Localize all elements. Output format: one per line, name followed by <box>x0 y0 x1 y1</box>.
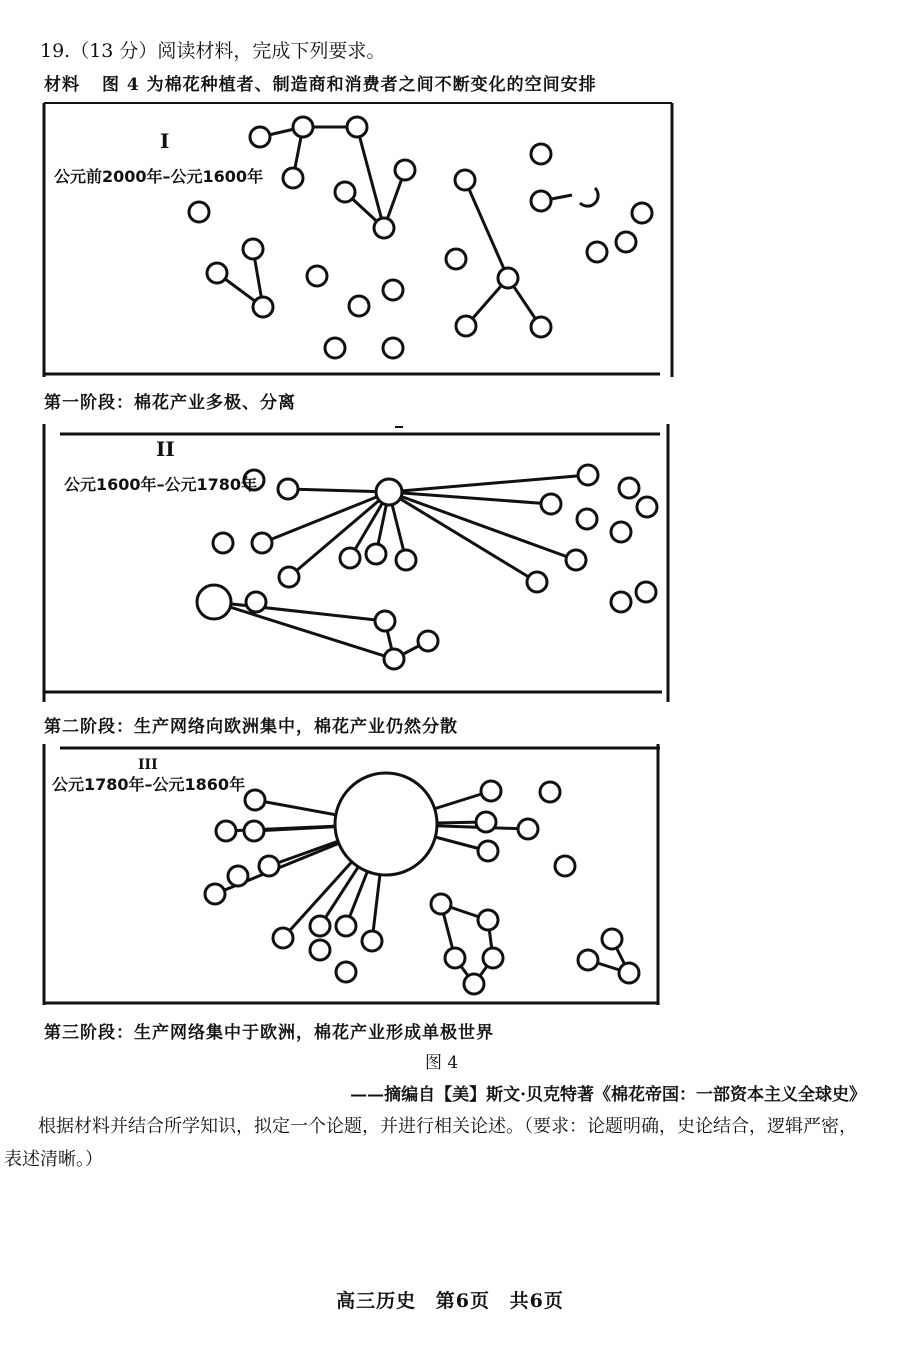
panel-3-roman: III <box>138 757 158 773</box>
footer-subject: 高三历史 <box>336 1290 417 1312</box>
figure-panel-2 <box>0 420 900 705</box>
panel-3-period: 公元1780年–公元1860年 <box>52 775 246 794</box>
material-line <box>44 70 597 95</box>
panel-1-roman: I <box>160 129 170 153</box>
footer-page: 第6页 <box>435 1290 490 1312</box>
panel-2-roman: II <box>156 437 175 461</box>
footer-total: 共6页 <box>509 1290 564 1312</box>
question-title: 19.（13 分）阅读材料，完成下列要求。 <box>40 40 386 62</box>
panel-2-period: 公元1600年–公元1780年 <box>64 475 258 494</box>
figure-label: 图 4 <box>425 1053 459 1073</box>
panel-2-caption: 第二阶段：生产网络向欧洲集中，棉花产业仍然分散 <box>44 717 458 737</box>
figure-panel-3 <box>0 740 900 1010</box>
material-text: 图 4 为棉花种植者、制造商和消费者之间不断变化的空间安排 <box>102 75 597 95</box>
page-footer <box>0 1286 900 1313</box>
panel-1-period: 公元前2000年–公元1600年 <box>54 167 264 186</box>
panel-3-caption: 第三阶段：生产网络集中于欧洲，棉花产业形成单极世界 <box>44 1023 494 1043</box>
panel-1-caption: 第一阶段：棉花产业多极、分离 <box>44 393 296 413</box>
material-label: 材料 <box>44 75 80 95</box>
figure-panel-1 <box>0 100 900 385</box>
task-instructions: 根据材料并结合所学知识，拟定一个论题，并进行相关论述。（要求：论题明确，史论结合，逻辑严密，表述清晰。） <box>4 1116 857 1170</box>
source-citation: ——摘编自【美】斯文·贝克特著《棉花帝国：一部资本主义全球史》 <box>350 1085 866 1105</box>
